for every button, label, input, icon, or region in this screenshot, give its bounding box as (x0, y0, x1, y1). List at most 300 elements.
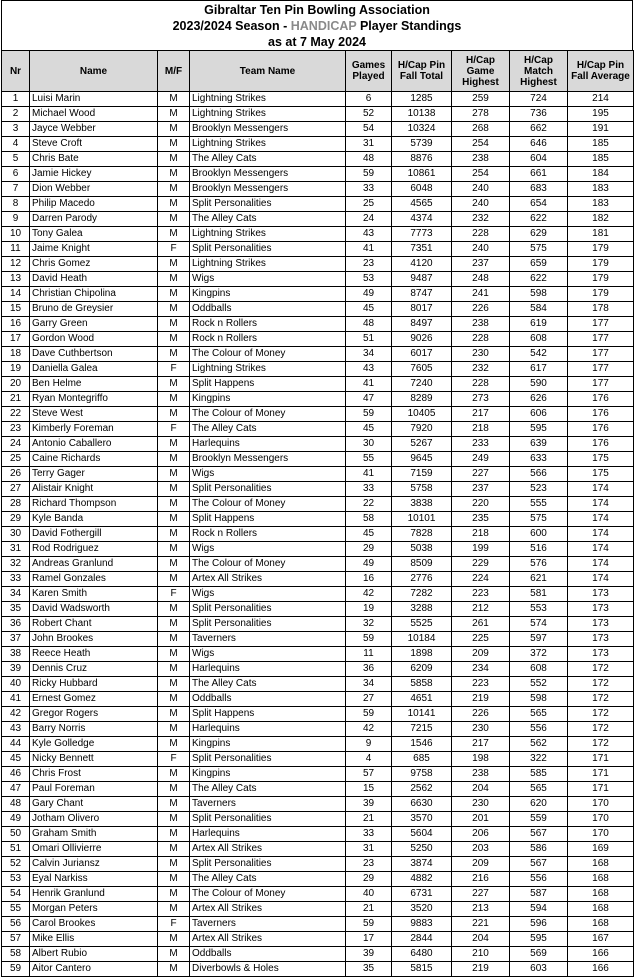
cell-name: Garry Green (30, 317, 158, 332)
cell-game-highest: 248 (452, 272, 510, 287)
cell-game-highest: 216 (452, 872, 510, 887)
cell-match-highest: 569 (510, 947, 568, 962)
cell-game-highest: 241 (452, 287, 510, 302)
cell-name: Gary Chant (30, 797, 158, 812)
cell-games: 32 (346, 617, 392, 632)
cell-gender: M (158, 152, 190, 167)
cell-nr: 38 (2, 647, 30, 662)
cell-pinfall-total: 6630 (392, 797, 452, 812)
cell-team: The Colour of Money (190, 407, 346, 422)
cell-team: Diverbowls & Holes (190, 962, 346, 977)
col-header-pinfall-total: H/Cap Pin Fall Total (392, 51, 452, 92)
cell-name: Jamie Hickey (30, 167, 158, 182)
cell-team: The Alley Cats (190, 872, 346, 887)
cell-game-highest: 238 (452, 317, 510, 332)
cell-pinfall-total: 3874 (392, 857, 452, 872)
cell-average: 174 (568, 557, 634, 572)
cell-gender: M (158, 212, 190, 227)
cell-name: Henrik Granlund (30, 887, 158, 902)
cell-nr: 39 (2, 662, 30, 677)
table-row (2, 857, 634, 872)
cell-pinfall-total: 8017 (392, 302, 452, 317)
cell-games: 41 (346, 467, 392, 482)
table-row (2, 482, 634, 497)
cell-game-highest: 235 (452, 512, 510, 527)
cell-gender: M (158, 527, 190, 542)
cell-match-highest: 622 (510, 212, 568, 227)
cell-pinfall-total: 3838 (392, 497, 452, 512)
cell-pinfall-total: 5739 (392, 137, 452, 152)
cell-nr: 7 (2, 182, 30, 197)
cell-gender: M (158, 872, 190, 887)
cell-average: 214 (568, 92, 634, 107)
cell-gender: M (158, 947, 190, 962)
cell-pinfall-total: 10184 (392, 632, 452, 647)
table-row (2, 797, 634, 812)
cell-pinfall-total: 10138 (392, 107, 452, 122)
cell-match-highest: 659 (510, 257, 568, 272)
cell-pinfall-total: 7605 (392, 362, 452, 377)
cell-nr: 2 (2, 107, 30, 122)
cell-name: Ramel Gonzales (30, 572, 158, 587)
cell-match-highest: 604 (510, 152, 568, 167)
cell-team: Kingpins (190, 392, 346, 407)
cell-pinfall-total: 7828 (392, 527, 452, 542)
table-row (2, 197, 634, 212)
cell-average: 174 (568, 572, 634, 587)
cell-team: Kingpins (190, 287, 346, 302)
cell-average: 191 (568, 122, 634, 137)
cell-game-highest: 212 (452, 602, 510, 617)
cell-team: Harlequins (190, 722, 346, 737)
cell-game-highest: 223 (452, 677, 510, 692)
cell-gender: M (158, 902, 190, 917)
cell-game-highest: 230 (452, 722, 510, 737)
cell-average: 195 (568, 107, 634, 122)
cell-name: Dion Webber (30, 182, 158, 197)
handicap-label: HANDICAP (290, 19, 357, 33)
cell-match-highest: 556 (510, 872, 568, 887)
cell-team: Artex All Strikes (190, 572, 346, 587)
cell-match-highest: 587 (510, 887, 568, 902)
cell-team: Split Personalities (190, 197, 346, 212)
cell-pinfall-total: 6480 (392, 947, 452, 962)
cell-games: 22 (346, 497, 392, 512)
col-header-gender: M/F (158, 51, 190, 92)
cell-nr: 57 (2, 932, 30, 947)
cell-gender: M (158, 437, 190, 452)
cell-game-highest: 228 (452, 377, 510, 392)
cell-games: 16 (346, 572, 392, 587)
cell-gender: M (158, 512, 190, 527)
cell-gender: M (158, 797, 190, 812)
table-row (2, 827, 634, 842)
col-header-nr: Nr (2, 51, 30, 92)
cell-games: 45 (346, 422, 392, 437)
cell-games: 33 (346, 827, 392, 842)
title-block (1, 0, 633, 50)
cell-pinfall-total: 9645 (392, 452, 452, 467)
cell-pinfall-total: 8747 (392, 287, 452, 302)
header-row (2, 51, 634, 92)
cell-match-highest: 646 (510, 137, 568, 152)
cell-nr: 22 (2, 407, 30, 422)
cell-average: 168 (568, 917, 634, 932)
cell-average: 170 (568, 827, 634, 842)
cell-nr: 27 (2, 482, 30, 497)
table-row (2, 542, 634, 557)
cell-nr: 8 (2, 197, 30, 212)
table-row (2, 167, 634, 182)
cell-team: Split Personalities (190, 602, 346, 617)
cell-match-highest: 516 (510, 542, 568, 557)
cell-pinfall-total: 7773 (392, 227, 452, 242)
cell-gender: M (158, 467, 190, 482)
cell-games: 30 (346, 437, 392, 452)
cell-nr: 25 (2, 452, 30, 467)
cell-pinfall-total: 1285 (392, 92, 452, 107)
cell-team: The Alley Cats (190, 212, 346, 227)
cell-gender: M (158, 257, 190, 272)
cell-match-highest: 586 (510, 842, 568, 857)
cell-average: 170 (568, 812, 634, 827)
cell-nr: 45 (2, 752, 30, 767)
cell-gender: M (158, 302, 190, 317)
cell-name: Steve Croft (30, 137, 158, 152)
table-row (2, 302, 634, 317)
cell-games: 27 (346, 692, 392, 707)
cell-team: Harlequins (190, 827, 346, 842)
cell-name: Karen Smith (30, 587, 158, 602)
cell-name: Dave Cuthbertson (30, 347, 158, 362)
cell-average: 178 (568, 302, 634, 317)
cell-gender: M (158, 122, 190, 137)
table-row (2, 332, 634, 347)
cell-team: Taverners (190, 797, 346, 812)
cell-nr: 12 (2, 257, 30, 272)
cell-pinfall-total: 9883 (392, 917, 452, 932)
cell-game-highest: 203 (452, 842, 510, 857)
cell-gender: M (158, 392, 190, 407)
cell-games: 6 (346, 92, 392, 107)
cell-games: 59 (346, 167, 392, 182)
cell-gender: M (158, 962, 190, 977)
cell-average: 181 (568, 227, 634, 242)
cell-team: Split Happens (190, 707, 346, 722)
cell-average: 172 (568, 692, 634, 707)
cell-game-highest: 218 (452, 527, 510, 542)
cell-average: 166 (568, 947, 634, 962)
cell-match-highest: 552 (510, 677, 568, 692)
cell-team: Lightning Strikes (190, 137, 346, 152)
cell-match-highest: 565 (510, 707, 568, 722)
table-row (2, 257, 634, 272)
cell-team: Wigs (190, 542, 346, 557)
cell-team: The Colour of Money (190, 497, 346, 512)
cell-name: Paul Foreman (30, 782, 158, 797)
cell-games: 15 (346, 782, 392, 797)
cell-gender: M (158, 317, 190, 332)
cell-games: 53 (346, 272, 392, 287)
cell-average: 173 (568, 647, 634, 662)
cell-match-highest: 585 (510, 767, 568, 782)
cell-name: Daniella Galea (30, 362, 158, 377)
cell-games: 55 (346, 452, 392, 467)
cell-name: Terry Gager (30, 467, 158, 482)
cell-nr: 17 (2, 332, 30, 347)
cell-pinfall-total: 6017 (392, 347, 452, 362)
cell-nr: 33 (2, 572, 30, 587)
cell-pinfall-total: 7920 (392, 422, 452, 437)
col-header-games: Games Played (346, 51, 392, 92)
table-row (2, 932, 634, 947)
cell-match-highest: 372 (510, 647, 568, 662)
cell-average: 172 (568, 662, 634, 677)
cell-average: 172 (568, 707, 634, 722)
cell-average: 171 (568, 752, 634, 767)
cell-game-highest: 209 (452, 647, 510, 662)
cell-gender: M (158, 182, 190, 197)
col-header-name: Name (30, 51, 158, 92)
cell-name: Rod Rodriguez (30, 542, 158, 557)
cell-games: 11 (346, 647, 392, 662)
cell-name: Barry Norris (30, 722, 158, 737)
cell-average: 179 (568, 257, 634, 272)
cell-games: 31 (346, 137, 392, 152)
cell-game-highest: 237 (452, 482, 510, 497)
cell-game-highest: 232 (452, 212, 510, 227)
cell-name: Philip Macedo (30, 197, 158, 212)
cell-team: Split Personalities (190, 857, 346, 872)
cell-nr: 11 (2, 242, 30, 257)
cell-match-highest: 654 (510, 197, 568, 212)
cell-average: 176 (568, 422, 634, 437)
cell-name: Ben Helme (30, 377, 158, 392)
cell-pinfall-total: 5815 (392, 962, 452, 977)
cell-nr: 48 (2, 797, 30, 812)
cell-team: Split Personalities (190, 482, 346, 497)
cell-games: 21 (346, 812, 392, 827)
cell-game-highest: 209 (452, 857, 510, 872)
cell-nr: 3 (2, 122, 30, 137)
cell-name: Jaime Knight (30, 242, 158, 257)
table-row (2, 647, 634, 662)
cell-game-highest: 210 (452, 947, 510, 962)
cell-average: 168 (568, 872, 634, 887)
cell-nr: 18 (2, 347, 30, 362)
cell-game-highest: 198 (452, 752, 510, 767)
cell-games: 4 (346, 752, 392, 767)
cell-average: 173 (568, 587, 634, 602)
cell-name: Darren Parody (30, 212, 158, 227)
cell-game-highest: 224 (452, 572, 510, 587)
cell-average: 185 (568, 137, 634, 152)
cell-average: 185 (568, 152, 634, 167)
cell-team: Brooklyn Messengers (190, 452, 346, 467)
cell-nr: 1 (2, 92, 30, 107)
cell-name: Steve West (30, 407, 158, 422)
cell-name: Nicky Bennett (30, 752, 158, 767)
cell-name: Gordon Wood (30, 332, 158, 347)
cell-name: Christian Chipolina (30, 287, 158, 302)
cell-team: Taverners (190, 917, 346, 932)
cell-nr: 58 (2, 947, 30, 962)
cell-nr: 54 (2, 887, 30, 902)
cell-name: Chris Frost (30, 767, 158, 782)
cell-average: 177 (568, 377, 634, 392)
cell-game-highest: 225 (452, 632, 510, 647)
cell-average: 166 (568, 962, 634, 977)
cell-games: 57 (346, 767, 392, 782)
cell-name: Reece Heath (30, 647, 158, 662)
table-row (2, 887, 634, 902)
cell-nr: 30 (2, 527, 30, 542)
cell-gender: M (158, 692, 190, 707)
cell-games: 59 (346, 707, 392, 722)
cell-average: 176 (568, 437, 634, 452)
cell-game-highest: 254 (452, 137, 510, 152)
cell-team: Rock n Rollers (190, 332, 346, 347)
cell-pinfall-total: 7215 (392, 722, 452, 737)
cell-game-highest: 226 (452, 707, 510, 722)
cell-game-highest: 230 (452, 797, 510, 812)
cell-game-highest: 240 (452, 242, 510, 257)
cell-games: 49 (346, 287, 392, 302)
cell-match-highest: 662 (510, 122, 568, 137)
table-row (2, 227, 634, 242)
cell-nr: 46 (2, 767, 30, 782)
cell-pinfall-total: 4651 (392, 692, 452, 707)
cell-team: Lightning Strikes (190, 362, 346, 377)
cell-average: 182 (568, 212, 634, 227)
cell-games: 59 (346, 917, 392, 932)
cell-games: 34 (346, 677, 392, 692)
cell-pinfall-total: 5858 (392, 677, 452, 692)
cell-average: 174 (568, 482, 634, 497)
standings-table (1, 50, 634, 977)
cell-average: 172 (568, 722, 634, 737)
table-row (2, 692, 634, 707)
cell-match-highest: 598 (510, 287, 568, 302)
cell-game-highest: 226 (452, 302, 510, 317)
cell-games: 51 (346, 332, 392, 347)
cell-gender: M (158, 887, 190, 902)
cell-match-highest: 590 (510, 377, 568, 392)
cell-name: David Fothergill (30, 527, 158, 542)
cell-pinfall-total: 8497 (392, 317, 452, 332)
cell-gender: M (158, 377, 190, 392)
cell-match-highest: 574 (510, 617, 568, 632)
table-row (2, 437, 634, 452)
cell-games: 23 (346, 857, 392, 872)
cell-nr: 9 (2, 212, 30, 227)
cell-pinfall-total: 10141 (392, 707, 452, 722)
cell-team: The Alley Cats (190, 422, 346, 437)
cell-gender: M (158, 827, 190, 842)
as-at-date: as at 7 May 2024 (268, 35, 366, 49)
cell-games: 48 (346, 152, 392, 167)
cell-name: Ryan Montegriffo (30, 392, 158, 407)
col-header-game-highest: H/Cap Game Highest (452, 51, 510, 92)
cell-games: 59 (346, 632, 392, 647)
association-title: Gibraltar Ten Pin Bowling Association (204, 3, 430, 17)
cell-nr: 15 (2, 302, 30, 317)
cell-pinfall-total: 10101 (392, 512, 452, 527)
cell-nr: 41 (2, 692, 30, 707)
cell-gender: M (158, 287, 190, 302)
cell-team: Split Personalities (190, 242, 346, 257)
cell-pinfall-total: 2844 (392, 932, 452, 947)
cell-games: 34 (346, 347, 392, 362)
cell-name: Richard Thompson (30, 497, 158, 512)
cell-games: 41 (346, 242, 392, 257)
table-row (2, 782, 634, 797)
cell-match-highest: 594 (510, 902, 568, 917)
cell-pinfall-total: 10324 (392, 122, 452, 137)
cell-pinfall-total: 9026 (392, 332, 452, 347)
cell-pinfall-total: 9487 (392, 272, 452, 287)
table-row (2, 92, 634, 107)
cell-nr: 40 (2, 677, 30, 692)
cell-pinfall-total: 3570 (392, 812, 452, 827)
cell-gender: M (158, 767, 190, 782)
table-row (2, 632, 634, 647)
cell-name: Jotham Olivero (30, 812, 158, 827)
cell-nr: 51 (2, 842, 30, 857)
table-row (2, 872, 634, 887)
cell-gender: M (158, 497, 190, 512)
cell-match-highest: 562 (510, 737, 568, 752)
cell-team: Wigs (190, 647, 346, 662)
cell-game-highest: 199 (452, 542, 510, 557)
cell-match-highest: 608 (510, 662, 568, 677)
cell-match-highest: 553 (510, 602, 568, 617)
cell-average: 174 (568, 512, 634, 527)
cell-nr: 5 (2, 152, 30, 167)
cell-gender: F (158, 242, 190, 257)
cell-games: 40 (346, 887, 392, 902)
cell-name: Gregor Rogers (30, 707, 158, 722)
table-row (2, 902, 634, 917)
cell-team: The Colour of Money (190, 887, 346, 902)
cell-pinfall-total: 2776 (392, 572, 452, 587)
cell-average: 183 (568, 197, 634, 212)
cell-games: 43 (346, 227, 392, 242)
cell-games: 47 (346, 392, 392, 407)
cell-games: 49 (346, 557, 392, 572)
cell-name: Caine Richards (30, 452, 158, 467)
table-row (2, 317, 634, 332)
cell-average: 168 (568, 857, 634, 872)
cell-team: Lightning Strikes (190, 227, 346, 242)
cell-average: 171 (568, 782, 634, 797)
cell-game-highest: 240 (452, 182, 510, 197)
cell-game-highest: 238 (452, 152, 510, 167)
table-row (2, 812, 634, 827)
cell-average: 176 (568, 407, 634, 422)
cell-games: 59 (346, 407, 392, 422)
cell-team: Harlequins (190, 437, 346, 452)
cell-game-highest: 206 (452, 827, 510, 842)
cell-average: 173 (568, 602, 634, 617)
cell-game-highest: 227 (452, 887, 510, 902)
cell-team: Kingpins (190, 767, 346, 782)
cell-nr: 56 (2, 917, 30, 932)
cell-nr: 35 (2, 602, 30, 617)
cell-nr: 43 (2, 722, 30, 737)
cell-pinfall-total: 8876 (392, 152, 452, 167)
cell-gender: F (158, 752, 190, 767)
